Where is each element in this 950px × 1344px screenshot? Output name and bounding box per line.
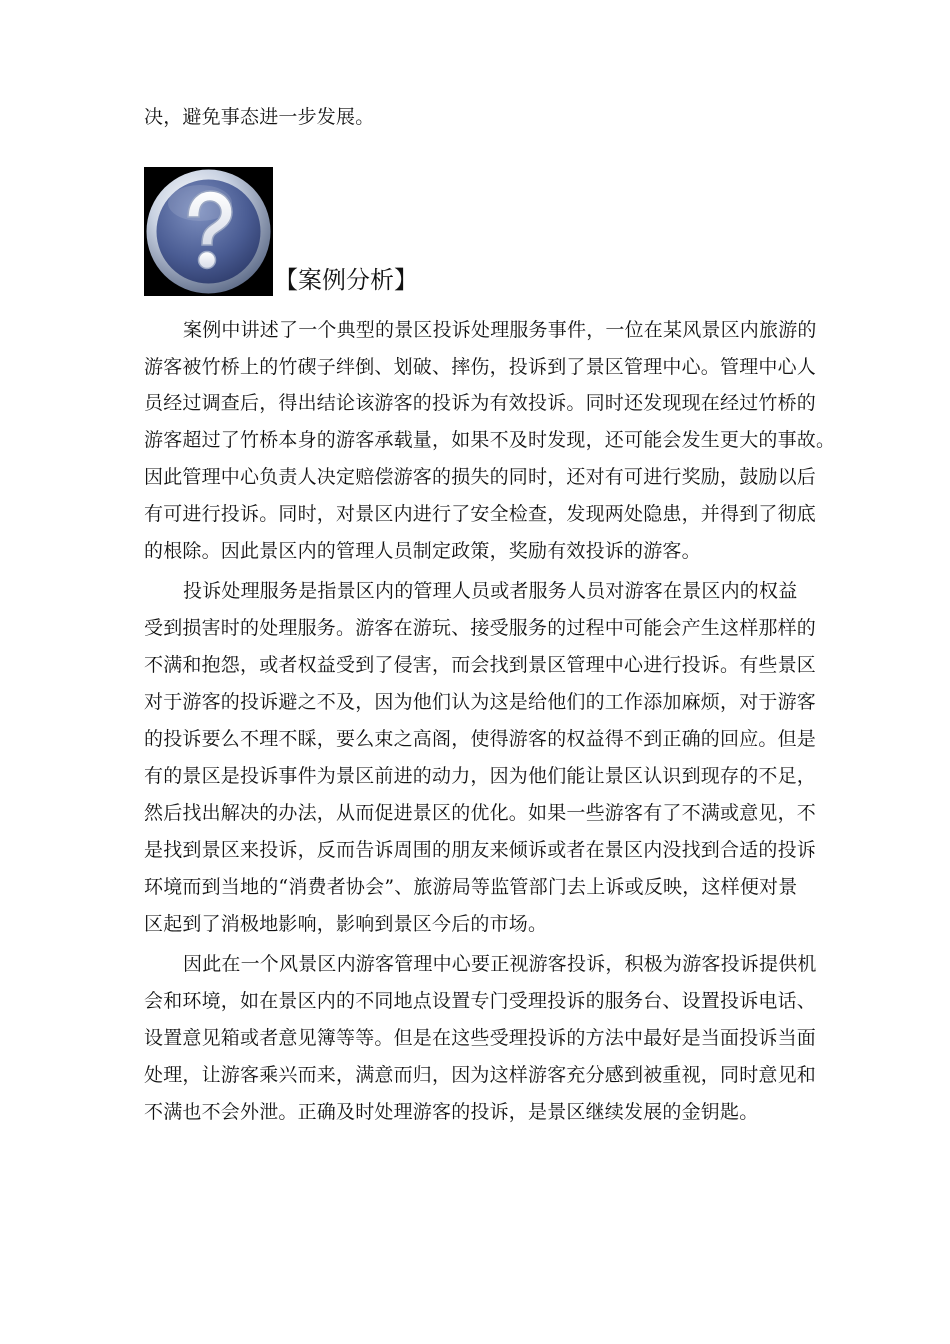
paragraph-2-line-7: 然后找出解决的办法，从而促进景区的优化。如果一些游客有了不满或意见，不: [144, 802, 817, 824]
paragraph-3-line-5: 不满也不会外泄。正确及时处理游客的投诉，是景区继续发展的金钥匙。: [144, 1101, 759, 1123]
paragraph-1-line-2: 游客被竹桥上的竹碶子绊倒、划破、摔伤，投诉到了景区管理中心。管理中心人: [144, 356, 817, 378]
paragraph-2-line-9: 环境而到当地的“消费者协会”、旅游局等监管部门去上诉或反映，这样便对景: [144, 876, 798, 898]
paragraph-3-line-2: 会和环境，如在景区内的不同地点设置专门受理投诉的服务台、设置投诉电话、: [144, 990, 817, 1012]
paragraph-1-line-7: 的根除。因此景区内的管理人员制定政策，奖励有效投诉的游客。: [144, 540, 701, 562]
paragraph-1-line-4: 游客超过了竹桥本身的游客承载量，如果不及时发现，还可能会发生更大的事故。: [144, 429, 836, 451]
paragraph-2-line-3: 不满和抱怨，或者权益受到了侵害，而会找到景区管理中心进行投诉。有些景区: [144, 654, 817, 676]
paragraph-1-line-3: 员经过调查后，得出结论该游客的投诉为有效投诉。同时还发现现在经过竹桥的: [144, 392, 817, 414]
paragraph-3-line-3: 设置意见箱或者意见簿等等。但是在这些受理投诉的方法中最好是当面投诉当面: [144, 1027, 817, 1049]
paragraph-2-line-4: 对于游客的投诉避之不及，因为他们认为这是给他们的工作添加麻烦，对于游客: [144, 691, 817, 713]
paragraph-1-line-6: 有可进行投诉。同时，对景区内进行了安全检查，发现两处隐患，并得到了彻底: [144, 503, 817, 525]
paragraph-2-line-6: 有的景区是投诉事件为景区前进的动力，因为他们能让景区认识到现存的不足，: [144, 765, 817, 787]
question-mark-icon: [144, 167, 273, 296]
section-heading: 【案例分析】: [274, 266, 418, 294]
lead-line: 决，避免事态进一步发展。: [144, 106, 375, 128]
paragraph-2-line-1: 投诉处理服务是指景区内的管理人员或者服务人员对游客在景区内的权益: [183, 580, 798, 602]
paragraph-1-line-5: 因此管理中心负责人决定赔偿游客的损失的同时，还对有可进行奖励，鼓励以后: [144, 466, 817, 488]
paragraph-2-line-5: 的投诉要么不理不睬，要么束之高阁，使得游客的权益得不到正确的回应。但是: [144, 728, 817, 750]
paragraph-3-line-1: 因此在一个风景区内游客管理中心要正视游客投诉，积极为游客投诉提供机: [183, 953, 817, 975]
paragraph-2-line-10: 区起到了消极地影响，影响到景区今后的市场。: [144, 913, 548, 935]
paragraph-2-line-8: 是找到景区来投诉，反而告诉周围的朋友来倾诉或者在景区内没找到合适的投诉: [144, 839, 817, 861]
paragraph-3-line-4: 处理，让游客乘兴而来，满意而归，因为这样游客充分感到被重视，同时意见和: [144, 1064, 817, 1086]
paragraph-1-line-1: 案例中讲述了一个典型的景区投诉处理服务事件，一位在某风景区内旅游的: [183, 319, 817, 341]
paragraph-2-line-2: 受到损害时的处理服务。游客在游玩、接受服务的过程中可能会产生这样那样的: [144, 617, 817, 639]
